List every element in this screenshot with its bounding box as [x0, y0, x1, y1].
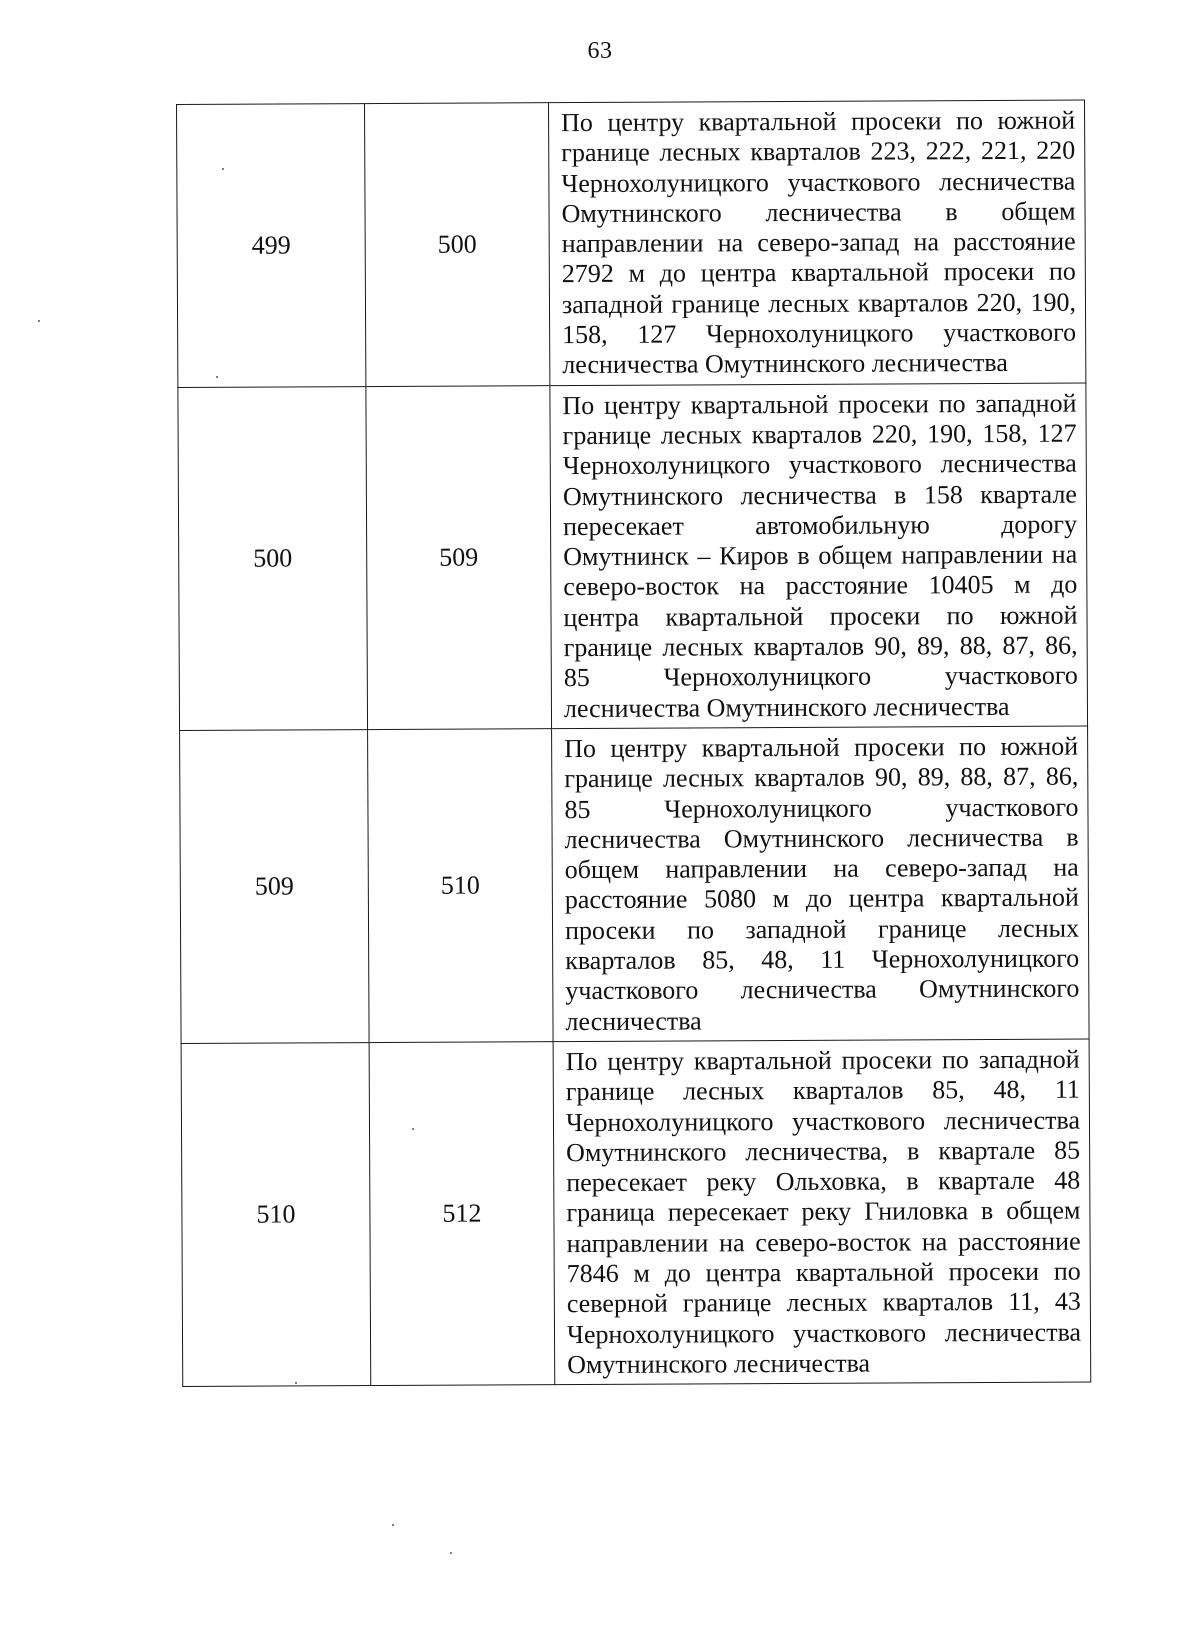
boundary-description: По центру квартальной просеки по южной границе лесных кварталов 90, 89, 88, 87, 86, 85 Чернохолуницкого участкового лесничества Омутнинского лесничества в общем направлении на северо-запад на расстояние 5080 м до центра квартальной просеки по западной границе лесных кварталов 85, 48, 11 Чернохолуницкого участкового лесничества Омутнинского лесничества: [564, 731, 1080, 1036]
table-row: [181, 1039, 1091, 1387]
to-point-cell: 500: [365, 103, 550, 387]
boundary-description-cell: [553, 1039, 1091, 1385]
scan-speck: [216, 376, 218, 378]
from-point-cell: 509: [180, 730, 370, 1044]
scan-speck: [392, 1524, 394, 1526]
from-point-cell: 500: [178, 386, 368, 730]
table-row: [178, 383, 1088, 731]
scan-speck: [38, 320, 40, 322]
boundary-table: [176, 100, 1091, 1388]
boundary-description-cell: [548, 100, 1085, 385]
boundary-description: По центру квартальной просеки по южной границе лесных кварталов 223, 222, 221, 220 Чернохолуницкого участкового лесничества Омутнинского лесничества в общем направлении на северо-запад на расстояние 2792 м до центра квартальной просеки по западной границе лесных кварталов 220, 190, 158, 127 Чернохолуницкого участкового лесничества Омутнинского лесничества: [561, 105, 1077, 380]
scan-speck: [295, 1382, 297, 1384]
boundary-description-cell: [550, 383, 1088, 729]
scan-speck: [412, 1128, 414, 1130]
to-point-cell: 509: [366, 385, 552, 729]
scan-speck: [450, 1552, 452, 1554]
table-row: [177, 100, 1086, 387]
page-number: 63: [587, 38, 613, 64]
to-point-cell: 510: [368, 729, 554, 1043]
scan-speck: [222, 168, 224, 170]
from-point-cell: 499: [177, 104, 366, 388]
table-row: [180, 726, 1090, 1043]
boundary-description-cell: [552, 726, 1090, 1042]
from-point-cell: 510: [181, 1042, 371, 1386]
boundary-description: По центру квартальной просеки по западной границе лесных кварталов 220, 190, 158, 127 Чернохолуницкого участкового лесничества Омутнинского лесничества в 158 квартале пересекает автомобильную дорогу Омутнинск – Киров в общем направлении на северо-восток на расстояние 10405 м до центра квартальной просеки по южной границе лесных кварталов 90, 89, 88, 87, 86, 85 Чернохолуницкого участкового лесничества Омутнинского лесничества: [562, 388, 1078, 723]
to-point-cell: 512: [369, 1042, 555, 1386]
boundary-description: По центру квартальной просеки по западной границе лесных кварталов 85, 48, 11 Чернохолуницкого участкового лесничества Омутнинского лесничества, в квартале 85 пересекает реку Ольховка, в квартале 48 граница пересекает реку Гниловка в общем направлении на северо-восток на расстояние 7846 м до центра квартальной просеки по северной границе лесных кварталов 11, 43 Чернохолуницкого участкового лесничества Омутнинского лесничества: [565, 1044, 1082, 1379]
